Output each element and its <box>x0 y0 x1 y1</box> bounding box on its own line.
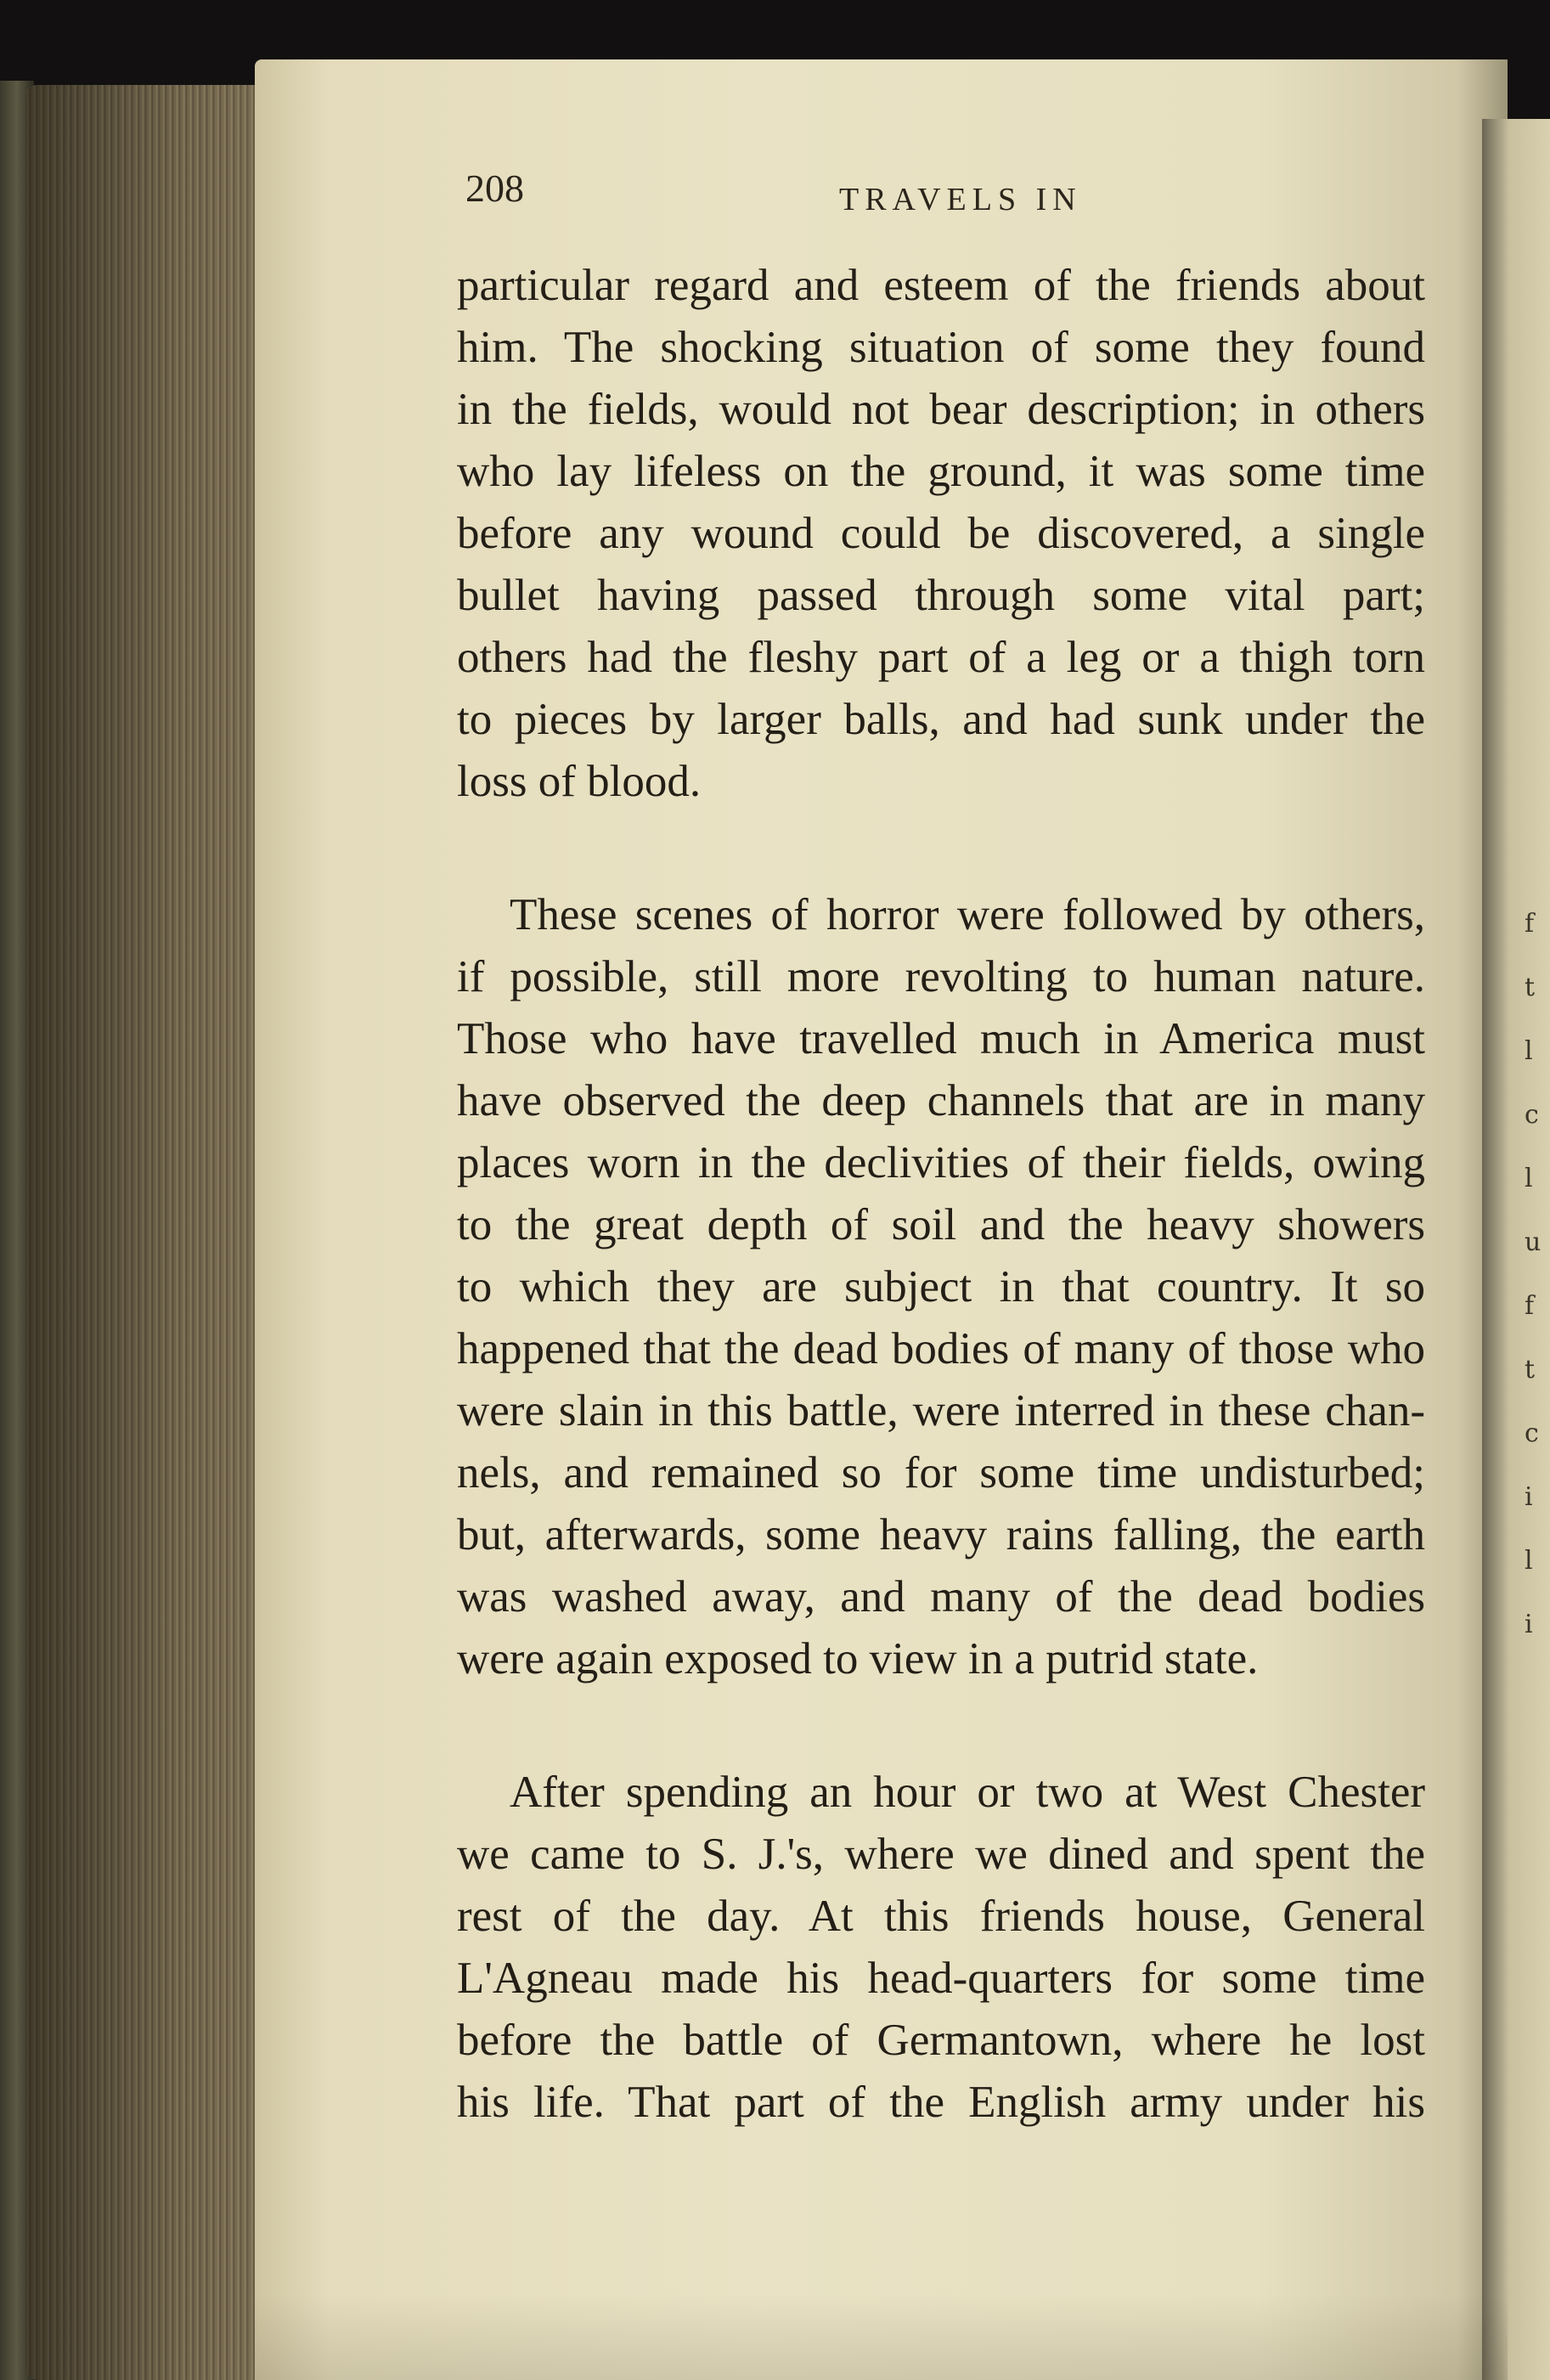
text-line: others had the fleshy part of a leg or a thigh torn <box>457 633 1425 682</box>
text-line: who lay lifeless on the ground, it was some time <box>457 447 1425 496</box>
paragraph-gap <box>457 1690 1425 1762</box>
text-line: before any wound could be discovered, a single <box>457 509 1425 558</box>
edge-letter: t <box>1525 1355 1536 1385</box>
text-line: were slain in this battle, were interred in these chan- <box>457 1386 1425 1435</box>
text-line: to pieces by larger balls, and had sunk under the <box>457 695 1425 744</box>
text-line: we came to S. J.'s, where we dined and spent the <box>457 1830 1425 1879</box>
text-line: nels, and remained so for some time undisturbed; <box>457 1448 1425 1497</box>
text-line: before the battle of Germantown, where he lost <box>457 2016 1425 2065</box>
text-line: Those who have travelled much in America must <box>457 1014 1425 1063</box>
page-number: 208 <box>465 166 524 210</box>
edge-letter: u <box>1525 1227 1542 1257</box>
text-line: L'Agneau made his head-quarters for some time <box>457 1954 1425 2003</box>
text-line: loss of blood. <box>457 757 702 806</box>
text-line: were again exposed to view in a putrid state. <box>457 1634 1259 1683</box>
text-line: happened that the dead bodies of many of those who <box>457 1324 1425 1373</box>
paragraph-gap <box>457 813 1425 884</box>
edge-letter: f <box>1525 1291 1535 1321</box>
edge-letter: f <box>1525 909 1535 939</box>
text-line: was washed away, and many of the dead bodies <box>457 1572 1425 1621</box>
facing-page-edge-letters <box>1525 892 1542 2166</box>
text-line: places worn in the declivities of their fields, owing <box>457 1138 1425 1187</box>
edge-letter: l <box>1525 1546 1533 1576</box>
text-line: but, afterwards, some heavy rains falling, the earth <box>457 1510 1425 1559</box>
edge-letter: l <box>1525 1036 1533 1066</box>
text-line: After spending an hour or two at West Chester <box>510 1768 1425 1817</box>
page-bottom-shadow <box>255 2293 1508 2380</box>
edge-letter: c <box>1525 1418 1539 1448</box>
text-line: his life. That part of the English army under his <box>457 2078 1425 2127</box>
edge-letter: i <box>1525 1482 1533 1512</box>
text-line: him. The shocking situation of some they found <box>457 323 1425 372</box>
edge-letter: i <box>1525 1610 1533 1639</box>
text-line: These scenes of horror were followed by others, <box>510 890 1425 939</box>
text-line: in the fields, would not bear description; in others <box>457 385 1425 434</box>
page-block-shadow <box>25 85 280 2380</box>
body-text <box>457 255 1425 2134</box>
edge-letter: l <box>1525 1164 1533 1193</box>
text-line: particular regard and esteem of the friends about <box>457 261 1425 310</box>
edge-letter: c <box>1525 1100 1539 1130</box>
page-header <box>465 166 1451 225</box>
running-head: TRAVELS IN <box>839 182 1082 217</box>
text-line: if possible, still more revolting to human nature. <box>457 952 1425 1001</box>
text-line: bullet having passed through some vital part; <box>457 571 1425 620</box>
text-line: to which they are subject in that country. It so <box>457 1262 1425 1311</box>
text-line: rest of the day. At this friends house, General <box>457 1892 1425 1941</box>
text-line: have observed the deep channels that are in many <box>457 1076 1425 1125</box>
edge-letter: t <box>1525 973 1536 1002</box>
text-line: to the great depth of soil and the heavy showers <box>457 1200 1425 1249</box>
